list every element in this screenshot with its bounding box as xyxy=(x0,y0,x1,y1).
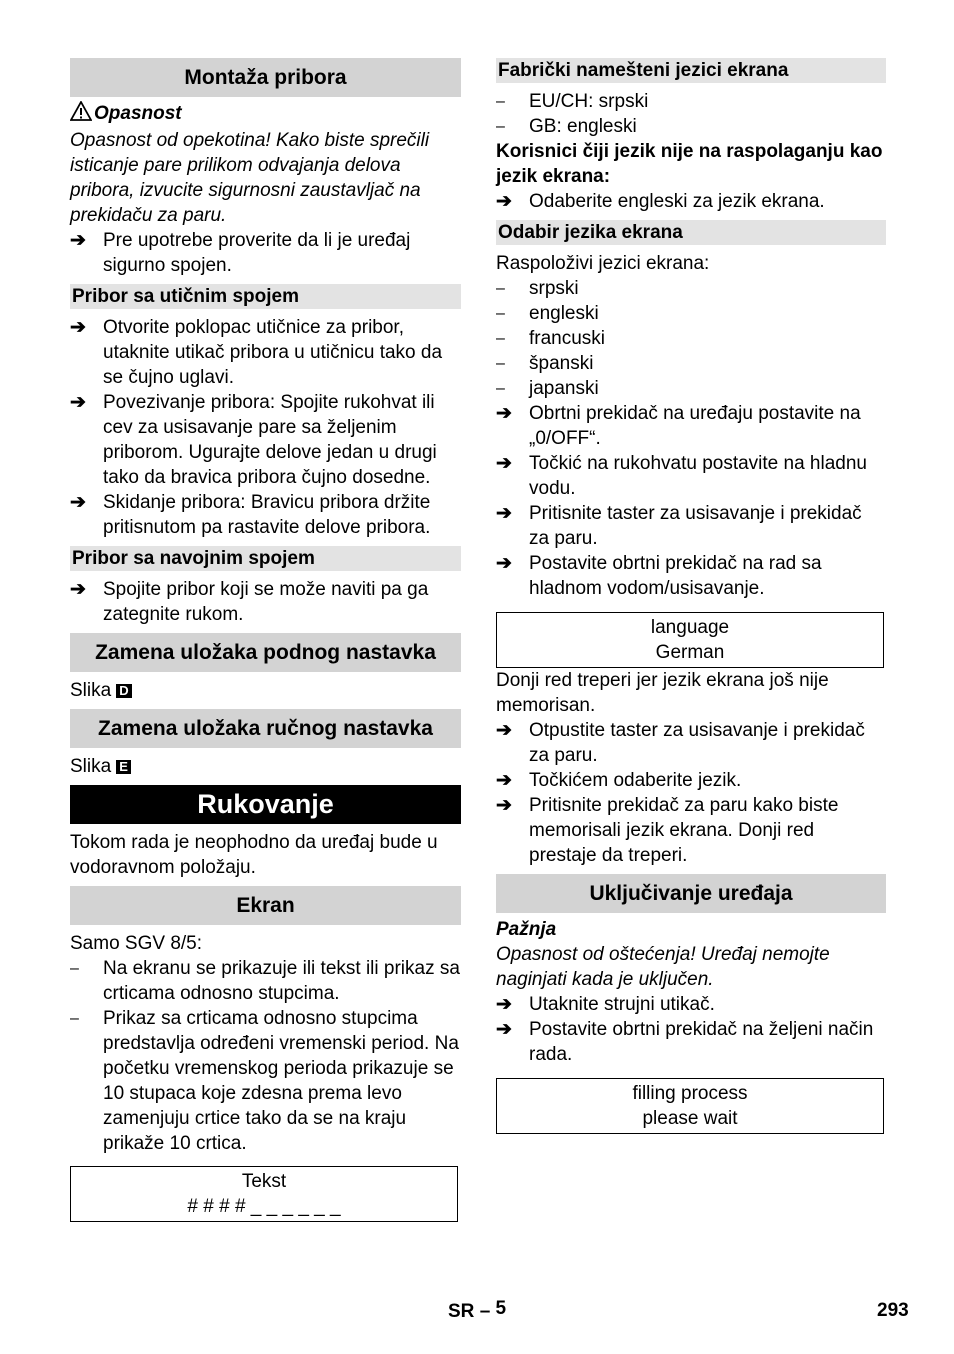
arrow-right-icon: ➔ xyxy=(70,492,86,513)
ekran-intro: Samo SGV 8/5: xyxy=(70,933,203,954)
heading-uticni: Pribor sa utičnim spojem xyxy=(70,284,461,309)
list-item: – Na ekranu se prikazuje ili tekst ili prikaz sa crticama odnosno stupcima. xyxy=(70,958,460,1004)
warning-triangle-icon xyxy=(70,101,94,128)
arrow-right-icon: ➔ xyxy=(496,403,512,424)
list-item: – japanski xyxy=(496,378,599,399)
list-item: ➔ Točkić na rukohvatu postavite na hladnu vodu. xyxy=(496,453,867,499)
heading-rucni: Zamena uložaka ručnog nastavka xyxy=(70,709,461,748)
left-column xyxy=(70,58,461,1222)
arrow-right-icon: ➔ xyxy=(496,453,512,474)
list-item: ➔ Pre upotrebe proverite da li je uređaj sigurno spojen. xyxy=(70,230,411,276)
paznja-text: Opasnost od oštećenja! Uređaj nemojte naginjati kada je uključen. xyxy=(496,944,830,990)
page-number: 293 xyxy=(877,1300,909,1321)
list-item: ➔ Odaberite engleski za jezik ekrana. xyxy=(496,191,825,212)
arrow-right-icon: ➔ xyxy=(496,720,512,741)
list-item: – engleski xyxy=(496,303,599,324)
arrow-right-icon: ➔ xyxy=(70,579,86,600)
list-item: ➔ Utaknite strujni utikač. xyxy=(496,994,715,1015)
donji-text: Donji red treperi jer jezik ekrana još nije memorisan. xyxy=(496,670,829,716)
danger-text: Opasnost od opekotina! Kako biste sprečili isticanje pare prilikom odvajanja delova pribora, izvucite sigurnosni zaustavljač na prekidaču za paru. xyxy=(70,130,430,226)
list-item: ➔ Spojite pribor koji se može naviti pa ga zategnite rukom. xyxy=(70,579,429,625)
list-item: ➔ Točkićem odaberite jezik. xyxy=(496,770,742,791)
figure-ref-e: Slika E xyxy=(70,754,461,779)
list-item: – srpski xyxy=(496,278,579,299)
heading-ekran: Ekran xyxy=(70,886,461,925)
figure-letter: D xyxy=(116,684,131,698)
arrow-right-icon: ➔ xyxy=(496,994,512,1015)
heading-odabir: Odabir jezika ekrana xyxy=(496,220,886,245)
paznja-label: Pažnja xyxy=(496,919,557,940)
arrow-right-icon: ➔ xyxy=(496,191,512,212)
korisnici-note: Korisnici čiji jezik nije na raspolaganju kao jezik ekrana: xyxy=(496,141,883,187)
arrow-right-icon: ➔ xyxy=(496,503,512,524)
list-item: – GB: engleski xyxy=(496,116,637,137)
list-item: ➔ Skidanje pribora: Bravicu pribora držite pritisnutom pa rastavite delove pribora. xyxy=(70,492,431,538)
right-column xyxy=(496,58,886,1134)
list-item: ➔ Postavite obrtni prekidač na željeni način rada. xyxy=(496,1019,874,1065)
danger-line xyxy=(70,101,461,128)
list-item: – EU/CH: srpski xyxy=(496,91,649,112)
list-item: – Prikaz sa crticama odnosno stupcima predstavlja određeni vremenski period. Na početku vremenskog perioda prikazuje se 10 stupaca koje zdesna prema levo zamenjuju crtice tako da se na kraju prikaže 10 crtica. xyxy=(70,1008,459,1154)
figure-letter: E xyxy=(116,760,131,774)
arrow-right-icon: ➔ xyxy=(496,1019,512,1040)
arrow-right-icon: ➔ xyxy=(496,770,512,791)
heading-fabricki: Fabrički namešteni jezici ekrana xyxy=(496,58,886,83)
footer-section-label: SR – 5 xyxy=(448,1298,507,1322)
list-item: ➔ Pritisnite prekidač za paru kako biste memorisali jezik ekrana. Donji red prestaje da treperi. xyxy=(496,795,839,866)
display-box-filling: filling process please wait xyxy=(496,1078,884,1134)
rukovanje-text: Tokom rada je neophodno da uređaj bude u vodoravnom položaju. xyxy=(70,832,438,878)
display-box-language: language German xyxy=(496,612,884,668)
arrow-right-icon: ➔ xyxy=(70,392,86,413)
heading-navojni: Pribor sa navojnim spojem xyxy=(70,546,461,571)
arrow-right-icon: ➔ xyxy=(70,317,86,338)
list-item: ➔ Postavite obrtni prekidač na rad sa hladnom vodom/usisavanje. xyxy=(496,553,822,599)
list-item: ➔ Otpustite taster za usisavanje i prekidač za paru. xyxy=(496,720,865,766)
odabir-intro: Raspoloživi jezici ekrana: xyxy=(496,253,710,274)
danger-label: Opasnost xyxy=(94,103,182,124)
list-item: ➔ Obrtni prekidač na uređaju postavite na „0/OFF“. xyxy=(496,403,861,449)
list-item: ➔ Pritisnite taster za usisavanje i prekidač za paru. xyxy=(496,503,862,549)
heading-rukovanje: Rukovanje xyxy=(70,785,461,824)
list-item: ➔ Otvorite poklopac utičnice za pribor, utaknite utikač pribora u utičnicu tako da se čujno uglavi. xyxy=(70,317,443,388)
display-box-tekst: Tekst # # # # _ _ _ _ _ _ xyxy=(70,1166,458,1222)
list-item: – španski xyxy=(496,353,594,374)
list-item: ➔ Povezivanje pribora: Spojite rukohvat ili cev za usisavanje pare sa željenim priborom. Ugurajte delove jedan u drugi tako da bravica pribora čujno dosedne. xyxy=(70,392,437,488)
figure-ref-d: Slika D xyxy=(70,678,461,703)
heading-ukljucivanje: Uključivanje uređaja xyxy=(496,874,886,913)
list-item: – francuski xyxy=(496,328,606,349)
heading-montaza: Montaža pribora xyxy=(70,58,461,97)
arrow-right-icon: ➔ xyxy=(496,795,512,816)
heading-podni: Zamena uložaka podnog nastavka xyxy=(70,633,461,672)
arrow-right-icon: ➔ xyxy=(70,230,86,251)
arrow-right-icon: ➔ xyxy=(496,553,512,574)
